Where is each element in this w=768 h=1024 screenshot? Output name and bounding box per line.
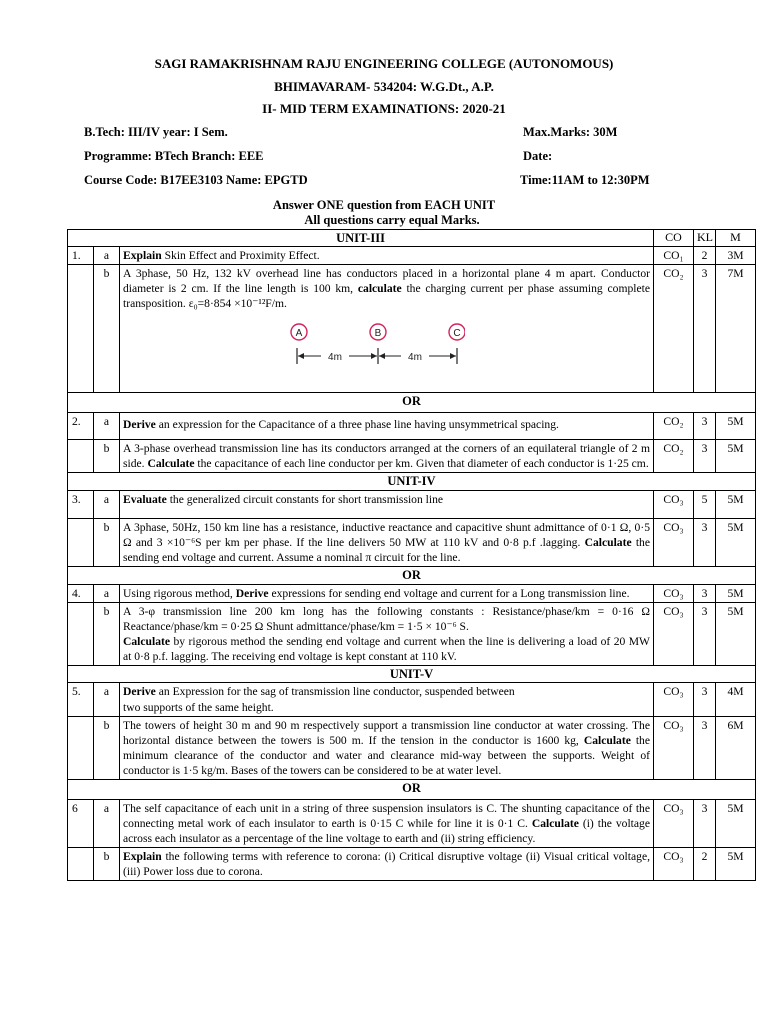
- q-marks: 7M: [716, 265, 756, 393]
- q-kl: 3: [694, 518, 716, 566]
- exam-title: II- MID TERM EXAMINATIONS: 2020-21: [262, 101, 506, 116]
- q-sub: b: [94, 602, 120, 665]
- q-co: CO₃: [654, 716, 694, 779]
- conductor-a-label: A: [295, 327, 303, 339]
- or-label: OR: [68, 566, 756, 584]
- q-kl: 5: [694, 490, 716, 518]
- q-co: CO₃: [654, 584, 694, 602]
- q-co: CO₃: [654, 518, 694, 566]
- q-co: CO₂: [654, 440, 694, 473]
- question-3b: [68, 518, 756, 566]
- col-m: M: [716, 230, 756, 247]
- q-text: The towers of height 30 m and 90 m respectively support a transmission line conductor at water crossing. The horizontal distance between the towers is 500 m. If the tension in the conductor is 1600 kg, Calculate the minimum clearance of the conductor and water and clearance mid-way between the supports. Weight of conductor is 1·5 kg/m. Bases of the towers can be considered to be at water level.: [120, 716, 654, 779]
- conductor-b-label: B: [374, 327, 382, 339]
- q-text: Evaluate the generalized circuit constants for short transmission line: [120, 490, 654, 518]
- q-sub: a: [94, 413, 120, 440]
- q-text: A 3phase, 50Hz, 150 km line has a resistance, inductive reactance and capacitive shunt admittance of 0·1 Ω, 0·5 Ω and 3 ×10⁻⁶S per km per phase. If the line delivers 50 MW at 110 kV and 0·8 p.f .lagging. Calculate the sending end voltage and current. Assume a nominal π circuit for the line.: [120, 518, 654, 566]
- q-sub: b: [94, 518, 120, 566]
- instruction-line-2: All questions carry equal Marks.: [304, 213, 480, 227]
- q-co: CO₃: [654, 602, 694, 665]
- unit-v-title: UNIT-V: [68, 666, 756, 683]
- q-number: 1.: [68, 247, 94, 265]
- question-5b: [68, 716, 756, 779]
- q-marks: 5M: [716, 413, 756, 440]
- q-kl: 3: [694, 716, 716, 779]
- q-text: The self capacitance of each unit in a string of three suspension insulators is C. The shunting capacitance of the connecting metal work of each insulator to earth is 0·15 C while for line it is 0·1 C. Calculate (i) the voltage across each insulator as a percentage of the line voltage to earth and (ii) string efficiency.: [120, 799, 654, 847]
- q-text: A 3phase, 50 Hz, 132 kV overhead line has conductors placed in a horizontal plane 4 m apart. Conductor diameter is 2 cm. If the line length is 100 km, calculate the charging current per phase assuming complete transposition. ε₀=8·854 ×10⁻¹²F/m. A B C 4m 4m: [120, 265, 654, 393]
- q-number: 2.: [68, 413, 94, 440]
- q-kl: 3: [694, 265, 716, 393]
- q-marks: 5M: [716, 584, 756, 602]
- conductor-c-label: C: [453, 327, 461, 339]
- or-label: OR: [68, 779, 756, 799]
- spacing-ab-label: 4m: [328, 351, 342, 363]
- q-sub: b: [94, 716, 120, 779]
- instruction-line-1: Answer ONE question from EACH UNIT: [272, 198, 496, 212]
- or-divider: [68, 779, 756, 799]
- q-marks: 5M: [716, 440, 756, 473]
- q-sub: a: [94, 247, 120, 265]
- col-kl: KL: [694, 230, 716, 247]
- question-5a: [68, 683, 756, 716]
- course-code: Course Code: B17EE3103 Name: EPGTD: [84, 173, 308, 187]
- or-divider: [68, 566, 756, 584]
- q-co: CO₃: [654, 490, 694, 518]
- q-kl: 3: [694, 799, 716, 847]
- spacing-bc-label: 4m: [408, 351, 422, 363]
- unit-iv-title: UNIT-IV: [68, 473, 756, 490]
- exam-time: Time:11AM to 12:30PM: [520, 173, 650, 187]
- or-label: OR: [68, 393, 756, 413]
- question-1b: [68, 265, 756, 393]
- q-sub: b: [94, 265, 120, 393]
- q-text: Explain the following terms with reference to corona: (i) Critical disruptive voltage (ii) Visual critical voltage, (iii) Power loss due to corona.: [120, 848, 654, 881]
- col-co: CO: [654, 230, 694, 247]
- question-3a: [68, 490, 756, 518]
- unit-v-header-row: [68, 666, 756, 683]
- q-marks: 5M: [716, 848, 756, 881]
- q-co: CO₃: [654, 848, 694, 881]
- q-kl: 3: [694, 413, 716, 440]
- q-sub: a: [94, 490, 120, 518]
- or-divider: [68, 393, 756, 413]
- q-text: A 3-phase overhead transmission line has its conductors arranged at the corners of an equilateral triangle of 2 m side. Calculate the capacitance of each line conductor per km. Given that diameter of each conductor is 1·25 cm.: [120, 440, 654, 473]
- q-sub: a: [94, 683, 120, 716]
- q-text: Explain Skin Effect and Proximity Effect.: [120, 247, 654, 265]
- q-text: Derive an expression for the Capacitance of a three phase line having unsymmetrical spacing.: [120, 413, 654, 440]
- q-number: 4.: [68, 584, 94, 602]
- q-marks: 5M: [716, 602, 756, 665]
- q-kl: 2: [694, 848, 716, 881]
- question-6a: [68, 799, 756, 847]
- unit-iii-title: UNIT-III: [68, 230, 654, 247]
- q-kl: 3: [694, 602, 716, 665]
- question-2b: [68, 440, 756, 473]
- college-name: SAGI RAMAKRISHNAM RAJU ENGINEERING COLLEGE (AUTONOMOUS): [154, 56, 614, 71]
- q-co: CO₃: [654, 683, 694, 716]
- programme: Programme: BTech Branch: EEE: [84, 149, 264, 163]
- q-text: A 3-φ transmission line 200 km long has the following constants : Resistance/phase/km = 0·16 Ω Reactance/phase/km = 0·25 Ω Shunt admittance/phase/km = 1·5 × 10⁻⁶ S. Calculate by rigorous method the sending end voltage and current when the line is delivering a load of 20 MW at 0·8 p.f. lagging. The receiving end voltage is kept constant at 110 kV.: [120, 602, 654, 665]
- q-number: 6: [68, 799, 94, 847]
- q-kl: 3: [694, 584, 716, 602]
- q-co: CO₃: [654, 799, 694, 847]
- q-co: CO₂: [654, 413, 694, 440]
- q-marks: 5M: [716, 518, 756, 566]
- q-kl: 3: [694, 683, 716, 716]
- question-6b: [68, 848, 756, 881]
- q-number: 3.: [68, 490, 94, 518]
- q-marks: 5M: [716, 490, 756, 518]
- q-sub: a: [94, 799, 120, 847]
- q-kl: 2: [694, 247, 716, 265]
- conductor-spacing-figure: [285, 322, 465, 370]
- q-co: CO₂: [654, 265, 694, 393]
- q-number: 5.: [68, 683, 94, 716]
- question-2a: [68, 413, 756, 440]
- question-4b: [68, 602, 756, 665]
- q-sub: b: [94, 848, 120, 881]
- q-marks: 3M: [716, 247, 756, 265]
- question-4a: [68, 584, 756, 602]
- exam-date: Date:: [523, 149, 553, 163]
- q-marks: 4M: [716, 683, 756, 716]
- q-text: Using rigorous method, Derive expressions for sending end voltage and current for a Long transmission line.: [120, 584, 654, 602]
- question-table: [67, 229, 756, 881]
- q-sub: a: [94, 584, 120, 602]
- unit-iii-header-row: [68, 230, 756, 247]
- unit-iv-header-row: [68, 473, 756, 490]
- q-marks: 5M: [716, 799, 756, 847]
- btech-year: B.Tech: III/IV year: I Sem.: [84, 125, 228, 139]
- q-sub: b: [94, 440, 120, 473]
- q-marks: 6M: [716, 716, 756, 779]
- question-1a: [68, 247, 756, 265]
- college-location: BHIMAVARAM- 534204: W.G.Dt., A.P.: [274, 79, 494, 94]
- q-co: CO₁: [654, 247, 694, 265]
- q-kl: 3: [694, 440, 716, 473]
- q-text: Derive an Expression for the sag of transmission line conductor, suspended between two supports of the same height.: [120, 683, 654, 716]
- max-marks: Max.Marks: 30M: [523, 125, 618, 139]
